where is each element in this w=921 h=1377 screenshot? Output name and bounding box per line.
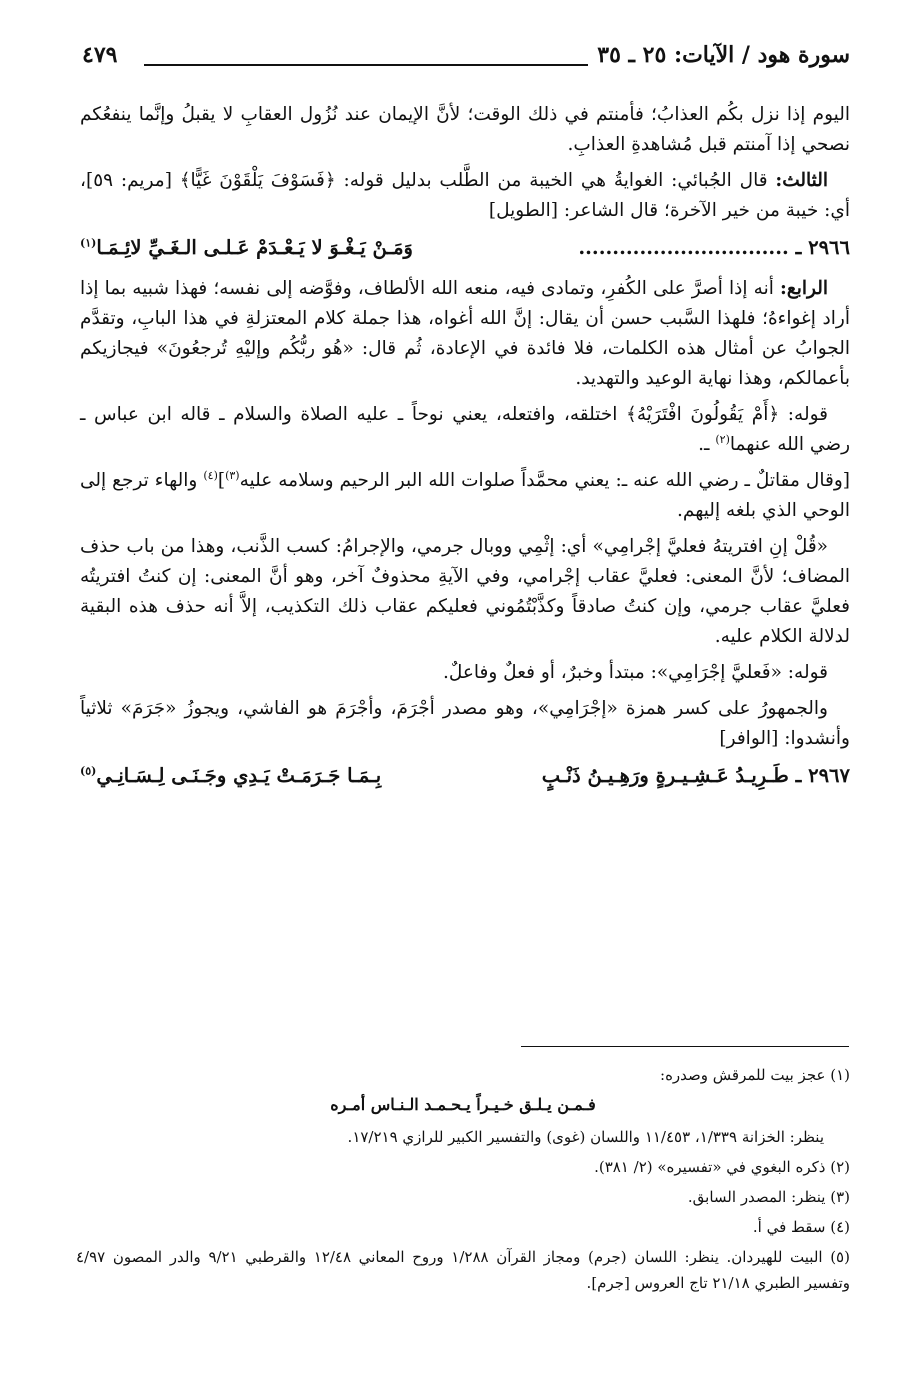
paragraph — [80, 166, 850, 226]
footnote-separator — [521, 1046, 849, 1047]
running-title: سورة هود / الآيات: ٢٥ ـ ٣٥ — [597, 42, 850, 68]
footnotes — [76, 1062, 850, 1300]
footnote: (٥) البيت للهيردان. ينظر: اللسان (جرم) ومجاز القرآن ١/٢٨٨ وروح المعاني ١٢/٤٨ والقرطبي ٩/٢١ والدر المصون ٤/٩٧ وتفسير الطبري ٢١/١٨ تاج العروس [جرم]. — [76, 1248, 850, 1292]
paragraph: قوله: ﴿أَمْ يَقُولُونَ افْتَرَيْهُ﴾ اختلقه، وافتعله، يعني نوحاً ـ عليه الصلاة والسلام ـ قاله ابن عباس ـ رضي الله عنهما$^{(٢)}$ ـ. — [80, 404, 850, 455]
footnote-reference: ينظر: الخزانة ١/٣٣٩، ١١/٤٥٣ واللسان (غوى) والتفسير الكبير للرازي ١٧/٢١٩. — [347, 1128, 824, 1146]
footnote-verse: فـمـن يـلـق خـيـراً يـحـمـد الـنـاس أمـره — [330, 1095, 596, 1114]
verse-second-half: بِـمَـا جَـرَمَـتْ يَـدِي وجَـنَـى لِـسَـانِـي$^{(٥)}$ — [80, 764, 382, 787]
footnote-ref: (٥) — [80, 764, 97, 778]
poetry-verse — [80, 232, 850, 264]
paragraph — [80, 274, 850, 394]
paragraph: قوله: «فَعليَّ إجْرَامِي»: مبتدأ وخبرٌ، أو فعلٌ وفاعلٌ. — [442, 662, 828, 683]
poetry-verse — [80, 760, 850, 792]
section-label: الرابع: — [780, 278, 828, 299]
footnote: (٢) ذكره البغوي في «تفسيره» (٢/ ٣٨١). — [594, 1158, 850, 1176]
paragraph: والجمهورُ على كسر همزة «إجْرَامِي»، وهو مصدر أجْرَمَ، وأجْرَمَ هو الفاشي، ويجوزُ «جَرَمَ» ثلاثياً وأنشدوا: [الوافر] — [80, 698, 850, 749]
footnote-ref: (٢) — [715, 432, 730, 446]
verse-first-half: ٢٩٦٧ ـ طَـرِيـدُ عَـشِـيـرةٍ ورَهِـيـنُ ذَنْـبٍ — [541, 764, 850, 787]
header-rule — [144, 64, 588, 66]
footnote-ref: (٤) — [203, 468, 218, 482]
footnote-ref: (٣) — [225, 468, 240, 482]
page-number: ٤٧٩ — [82, 42, 118, 68]
paragraph-text: قال الجُبائي: الغوايةُ هي الخيبة من الطَّلب بدليل قوله: ﴿فَسَوْفَ يَلْقَوْنَ غَيًّا﴾ [مريم: ٥٩]، أي: خيبة من خير الآخرة؛ قال الشاعر: [الطويل] — [80, 170, 850, 221]
footnote: (٣) ينظر: المصدر السابق. — [687, 1188, 850, 1206]
verse-number: ٢٩٦٦ ـ ............................... — [578, 236, 850, 259]
paragraph: اليوم إذا نزل بكُم العذابُ؛ فأمنتم في ذلك الوقت؛ لأنَّ الإيمان عند نُزُول العقابِ لا يقبلُ وإنَّما ينفعُكم نصحي إذا آمنتم قبل مُشاهدةِ العذابِ. — [80, 104, 850, 155]
paragraph: «قُلْ إنِ افتريتهُ فعليَّ إجْرامِي» أي: إثْمِي ووبال جرمي، والإجرامُ: كسب الذَّنب، وهذا من باب حذف المضاف؛ لأنَّ المعنى: فعليَّ عقاب إجْرامي، وفي الآيةِ محذوفٌ آخر، وهو أنَّ المعنى: إن كنتُ افتريتُه فعليَّ عقاب جرمي، وإن كنتُ صادقاً وكذَّبْتُمُوني فعليكم عقاب ذلك التكذيب، إلاَّ أنه حذف هذه البقية لدلالة الكلام عليه. — [80, 536, 850, 647]
verse-text: وَمَـنْ يَـغْـوَ لا يَـعْـدَمْ عَـلـى الـغَـيِّ لائِـمَـا$^{(١)}$ — [80, 236, 413, 259]
page-header — [82, 38, 850, 72]
footnote: (٤) سقط في أ. — [752, 1218, 850, 1236]
paragraph-text: أنه إذا أصرَّ على الكُفرِ، وتمادى فيه، منعه الله الألطاف، وفوَّضه إلى نفسه؛ فهذا شبيه بما إذا أراد إغواءهُ؛ فلهذا السَّبب حسن أن يقال: إنَّ الله أغواه، هذا جملة كلام المعتزلةِ في هذا البابِ، وتقدَّم الجوابُ عن أمثال هذه الكلمات، فلا فائدة في الإعادة، ثُم قال: «هُو ربُّكُم وإليْهِ تُرجعُونَ» فيجازيكم بأعمالكم، وهذا نهاية الوعيد والتهديد. — [80, 278, 850, 389]
main-text — [80, 100, 850, 802]
paragraph: [وقال مقاتلٌ ـ رضي الله عنه ـ: يعني محمَّداً صلوات الله البر الرحيم وسلامه عليه$^{(٣)}$]$^{(٤)}$ والهاء ترجع إلى الوحي الذي بلغه إليهم. — [80, 468, 850, 521]
verse-number: ٢٩٦٧ ـ — [795, 764, 850, 787]
footnote-ref: (١) — [80, 236, 97, 250]
section-label: الثالث: — [775, 170, 828, 191]
footnote: (١) عجز بيت للمرقش وصدره: — [660, 1066, 850, 1084]
